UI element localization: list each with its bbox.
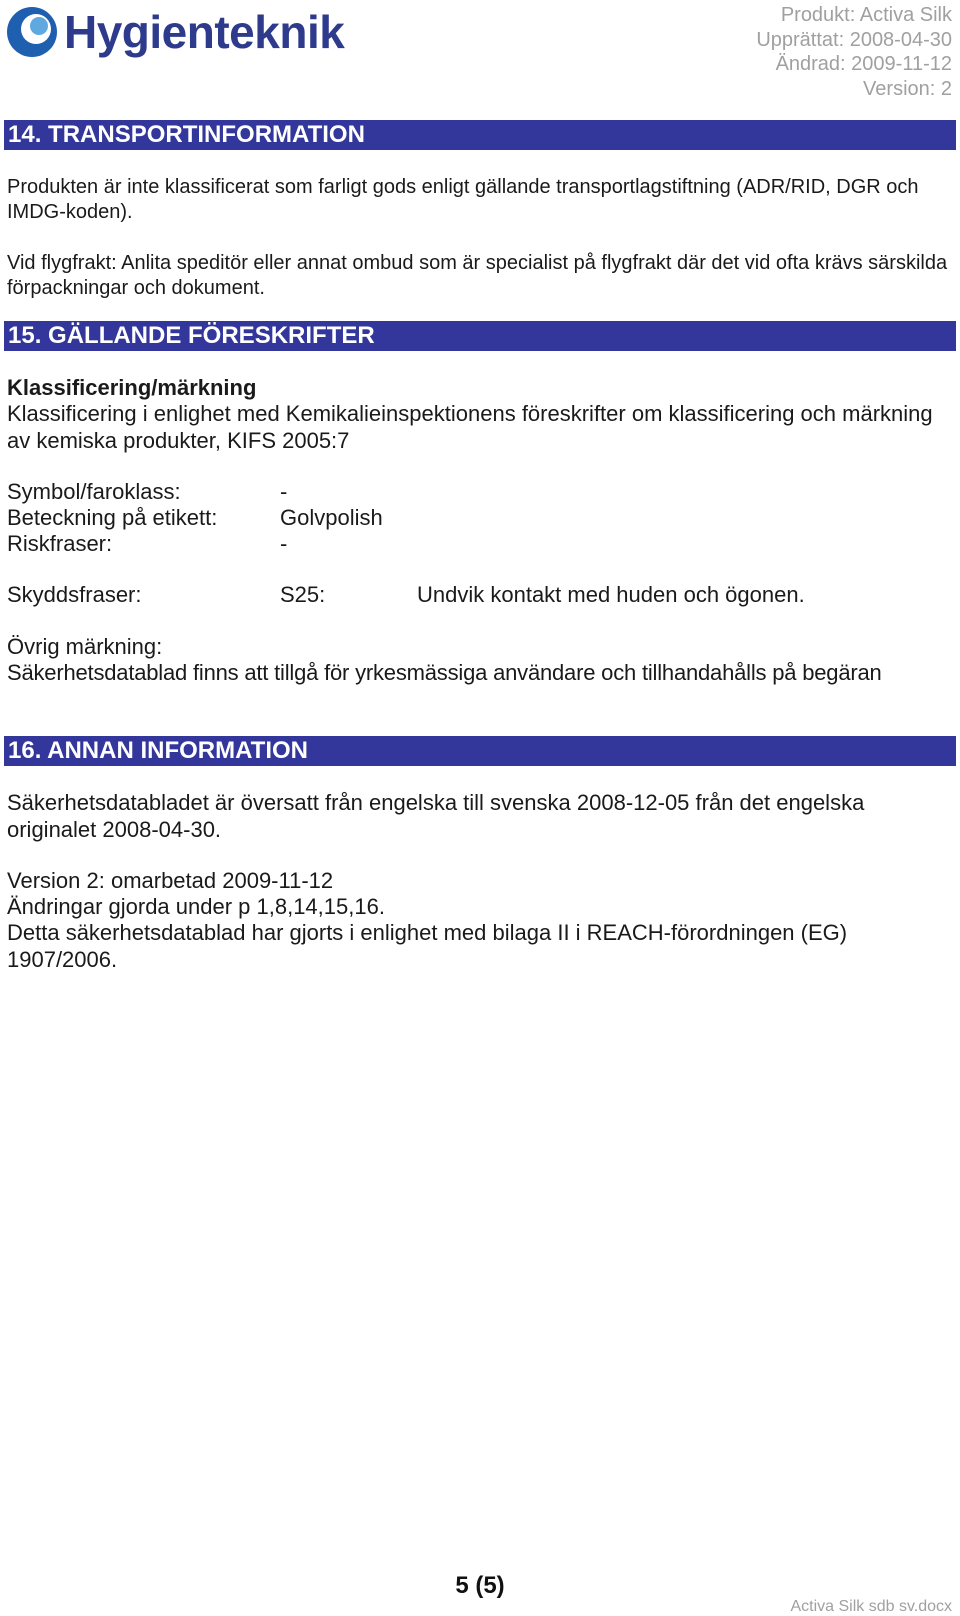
section-15-heading: 15. GÄLLANDE FÖRESKRIFTER (4, 321, 956, 351)
symbol-value: - (280, 479, 288, 504)
changes-note: Ändringar gjorda under p 1,8,14,15,16. (7, 894, 385, 919)
section-14-paragraph-1: Produkten är inte klassificerat som farligt gods enligt gällande transportlagstiftning (ADR/RID, DGR och IMDG-koden). (7, 176, 919, 223)
classification-subheading: Klassificering/märkning (7, 375, 257, 400)
risk-label: Riskfraser: (7, 531, 113, 556)
section-14-paragraph-2: Vid flygfrakt: Anlita speditör eller annat ombud som är specialist på flygfrakt där det vid ofta krävs särskilda förpackningar och dokument. (7, 252, 948, 299)
created-date: Upprättat: 2008-04-30 (756, 28, 952, 51)
classification-intro: Klassificering i enlighet med Kemikalieinspektionens föreskrifter om klassificering och märkning av kemiska produkter, KIFS 2005:7 (7, 401, 933, 453)
other-marking-text: Säkerhetsdatablad finns att tillgå för yrkesmässiga användare och tillhandahålls på begäran (7, 660, 882, 685)
section-14-heading: 14. TRANSPORTINFORMATION (4, 120, 956, 150)
designation-label: Beteckning på etikett: (7, 505, 218, 530)
logo-wordmark: Hygienteknik (64, 6, 345, 58)
safety-code: S25: (280, 582, 326, 607)
symbol-label: Symbol/faroklass: (7, 479, 181, 504)
section-16-paragraph-1: Säkerhetsdatabladet är översatt från engelska till svenska 2008-12-05 från det engelska originalet 2008-04-30. (7, 790, 865, 842)
product-name: Produkt: Activa Silk (780, 4, 952, 26)
version-note: Version 2: omarbetad 2009-11-12 (7, 868, 334, 893)
designation-value: Golvpolish (280, 505, 383, 530)
version-label: Version: 2 (863, 77, 952, 100)
safety-text: Undvik kontakt med huden och ögonen. (417, 582, 805, 607)
other-marking-label: Övrig märkning: (7, 634, 163, 659)
document-meta (756, 3, 952, 101)
risk-value: - (280, 531, 288, 556)
reach-note: Detta säkerhetsdatablad har gjorts i enlighet med bilaga II i REACH-förordningen (EG) 1907/2006. (7, 920, 848, 972)
hygienteknik-logo-icon (6, 6, 58, 58)
page-number: 5 (5) (455, 1572, 505, 1599)
logo (6, 3, 344, 61)
footer-filename: Activa Silk sdb sv.docx (790, 1598, 952, 1615)
changed-date: Ändrad: 2009-11-12 (775, 53, 952, 75)
safety-label: Skyddsfraser: (7, 582, 142, 607)
section-16-heading: 16. ANNAN INFORMATION (4, 736, 956, 766)
